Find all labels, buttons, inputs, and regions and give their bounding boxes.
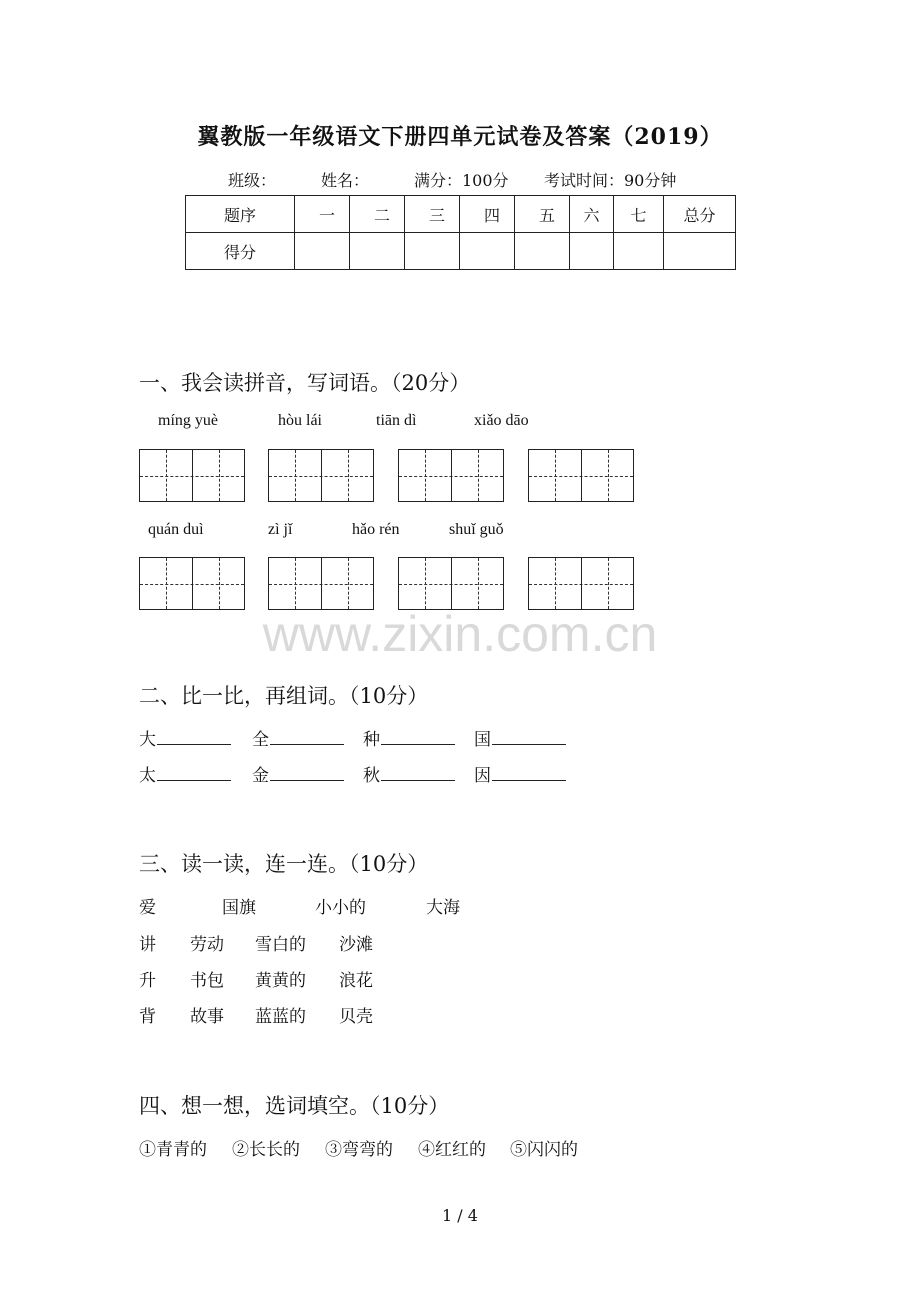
option-word: ③弯弯的 [325, 1140, 393, 1160]
match-word[interactable]: 书包 [190, 971, 224, 991]
score-cell[interactable] [350, 233, 405, 270]
watermark: www.zixin.com.cn [262, 606, 658, 662]
exam-time-label: 考试时间：90分钟 [544, 171, 677, 190]
full-score-label: 满分：100分 [414, 171, 509, 190]
fill-item[interactable] [363, 761, 455, 786]
table-header-cell: 六 [570, 196, 614, 233]
fill-item[interactable] [139, 761, 231, 786]
character: 因 [474, 766, 491, 786]
character: 国 [474, 730, 491, 750]
writing-grid[interactable] [398, 557, 504, 610]
option-word: ①青青的 [139, 1140, 207, 1160]
writing-grid[interactable] [268, 557, 374, 610]
answer-blank[interactable] [381, 726, 455, 745]
page-number: 1 / 4 [442, 1206, 478, 1225]
pinyin-label: quán duì [148, 521, 204, 538]
writing-grid[interactable] [268, 449, 374, 502]
fill-item[interactable] [474, 725, 566, 750]
pinyin-label: hǎo rén [352, 521, 400, 538]
table-header-cell: 七 [614, 196, 664, 233]
table-header-cell: 五 [515, 196, 570, 233]
writing-grid[interactable] [528, 449, 634, 502]
pinyin-label: tiān dì [376, 412, 417, 429]
class-label: 班级： [228, 171, 277, 190]
pinyin-label: shuǐ guǒ [449, 521, 504, 538]
match-word[interactable]: 爱 [139, 898, 156, 918]
answer-blank[interactable] [157, 726, 231, 745]
fill-item[interactable] [252, 761, 344, 786]
character: 太 [139, 766, 156, 786]
match-word[interactable]: 贝壳 [339, 1007, 373, 1027]
table-header-cell: 四 [460, 196, 515, 233]
pinyin-label: hòu lái [278, 412, 322, 429]
pinyin-label: zì jǐ [268, 521, 293, 538]
score-cell[interactable] [515, 233, 570, 270]
character: 秋 [363, 766, 380, 786]
score-cell[interactable] [614, 233, 664, 270]
page-title: 翼教版一年级语文下册四单元试卷及答案（2019） [197, 124, 723, 150]
fill-item[interactable] [363, 725, 455, 750]
character: 全 [252, 730, 269, 750]
match-word[interactable]: 蓝蓝的 [255, 1007, 306, 1027]
character: 金 [252, 766, 269, 786]
answer-blank[interactable] [157, 762, 231, 781]
writing-grid[interactable] [528, 557, 634, 610]
answer-blank[interactable] [270, 762, 344, 781]
match-word[interactable]: 大海 [426, 898, 460, 918]
match-word[interactable]: 背 [139, 1007, 156, 1027]
answer-blank[interactable] [492, 726, 566, 745]
table-header-cell: 题序 [186, 196, 295, 233]
match-word[interactable]: 黄黄的 [255, 971, 306, 991]
name-label: 姓名： [321, 171, 370, 190]
answer-blank[interactable] [492, 762, 566, 781]
table-row-label: 得分 [186, 233, 295, 270]
section4-heading: 四、想一想，选词填空。（10分） [139, 1094, 450, 1118]
score-cell[interactable] [664, 233, 736, 270]
match-word[interactable]: 浪花 [339, 971, 373, 991]
table-header-cell: 二 [350, 196, 405, 233]
table-header-cell: 总分 [664, 196, 736, 233]
character: 种 [363, 730, 380, 750]
score-cell[interactable] [405, 233, 460, 270]
answer-blank[interactable] [381, 762, 455, 781]
pinyin-label: xiǎo dāo [474, 412, 529, 429]
pinyin-label: míng yuè [158, 412, 218, 429]
fill-item[interactable] [474, 761, 566, 786]
match-word[interactable]: 故事 [190, 1007, 224, 1027]
match-word[interactable]: 小小的 [315, 898, 366, 918]
section1-heading: 一、我会读拼音，写词语。（20分） [139, 371, 471, 395]
option-word: ⑤闪闪的 [510, 1140, 578, 1160]
option-word: ②长长的 [232, 1140, 300, 1160]
score-table-header-row [186, 196, 736, 233]
writing-grid[interactable] [139, 449, 245, 502]
score-table-row [186, 233, 736, 270]
table-header-cell: 三 [405, 196, 460, 233]
writing-grid[interactable] [398, 449, 504, 502]
match-word[interactable]: 升 [139, 971, 156, 991]
match-word[interactable]: 沙滩 [339, 935, 373, 955]
table-header-cell: 一 [295, 196, 350, 233]
match-word[interactable]: 讲 [139, 935, 156, 955]
writing-grid[interactable] [139, 557, 245, 610]
fill-item[interactable] [139, 725, 231, 750]
option-word: ④红红的 [418, 1140, 486, 1160]
score-cell[interactable] [295, 233, 350, 270]
match-word[interactable]: 劳动 [190, 935, 224, 955]
answer-blank[interactable] [270, 726, 344, 745]
fill-item[interactable] [252, 725, 344, 750]
section2-heading: 二、比一比，再组词。（10分） [139, 684, 429, 708]
score-cell[interactable] [460, 233, 515, 270]
match-word[interactable]: 雪白的 [255, 935, 306, 955]
section3-heading: 三、读一读，连一连。（10分） [139, 852, 429, 876]
score-table [185, 195, 736, 270]
score-cell[interactable] [570, 233, 614, 270]
match-word[interactable]: 国旗 [222, 898, 256, 918]
character: 大 [139, 730, 156, 750]
